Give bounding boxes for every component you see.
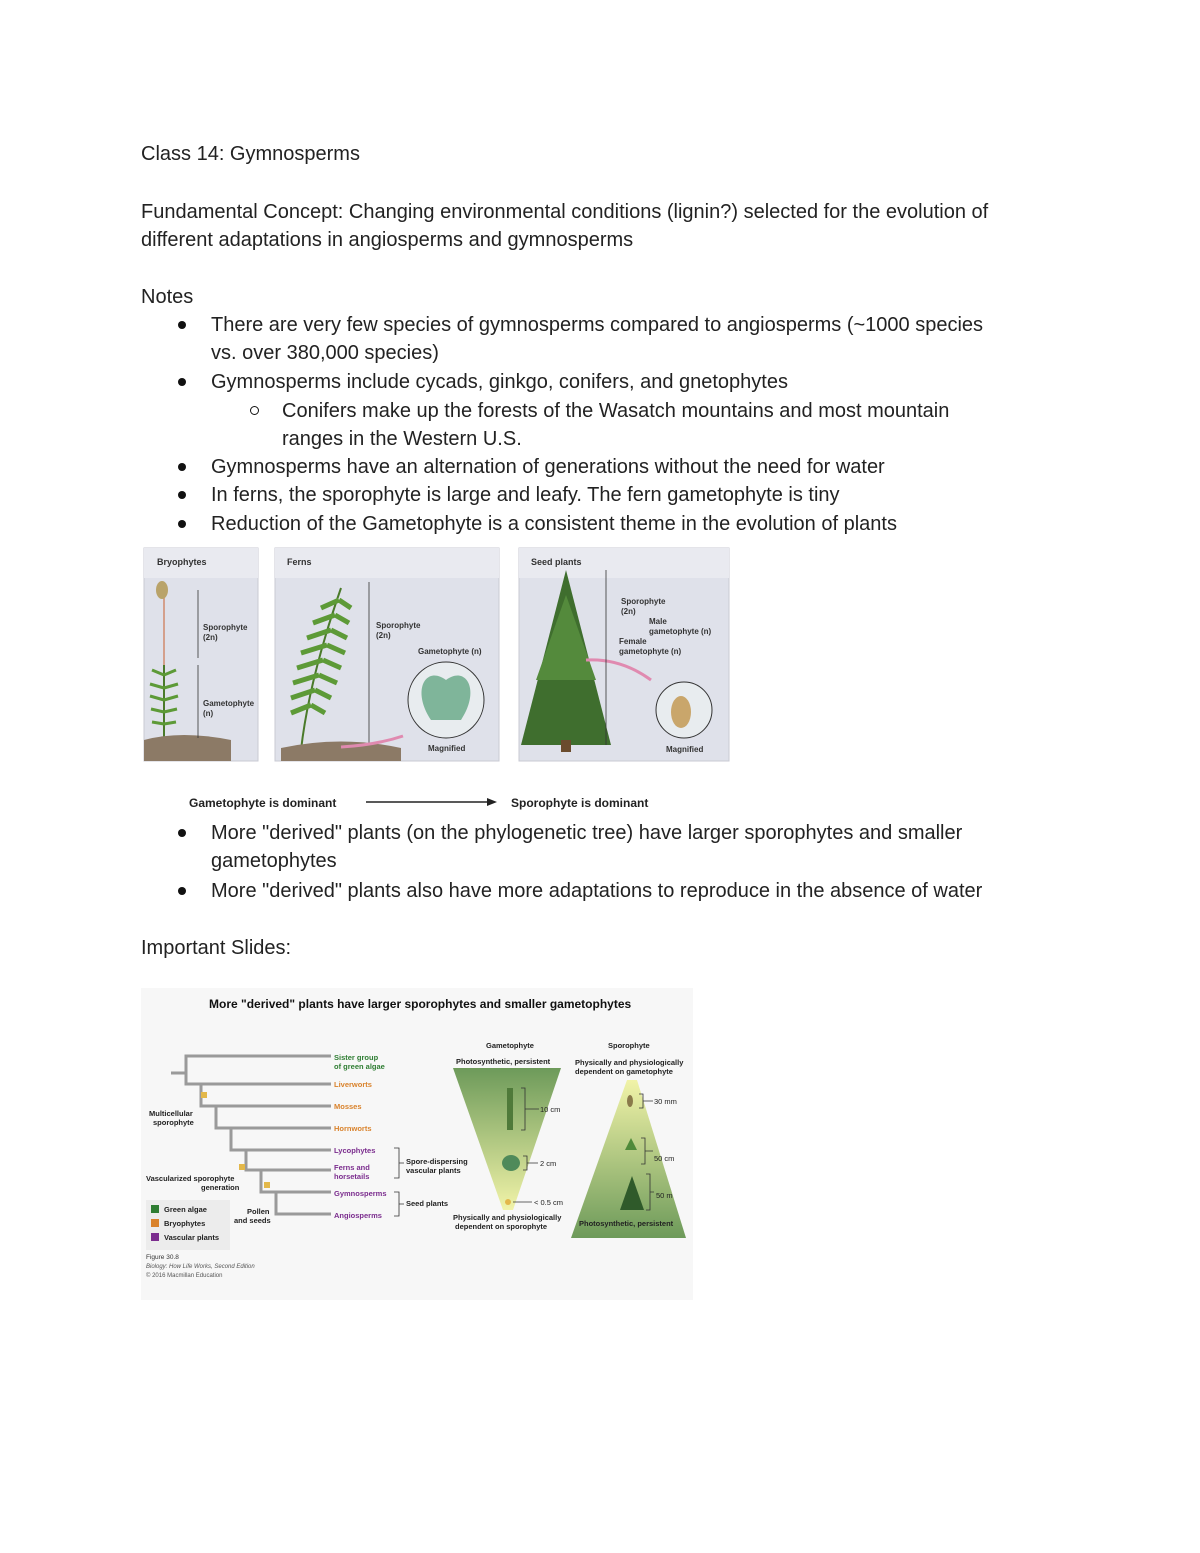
note-3: Gymnosperms have an alternation of generations without the need for water	[211, 456, 885, 478]
legend-vascular-plants: Vascular plants	[164, 1233, 220, 1242]
note-1-line-2: vs. over 380,000 species)	[211, 342, 439, 364]
sporophyte-top-label-2: dependent on gametophyte	[575, 1067, 673, 1076]
gametophyte-bottom-label-2: dependent on sporophyte	[455, 1222, 548, 1231]
gametophyte-bottom-label: Physically and physiologically	[453, 1213, 562, 1222]
seed-magnified-label: Magnified	[666, 745, 704, 754]
seed-gametophyte-magnified-icon	[671, 696, 691, 728]
bry-gametophyte-label: Gametophyte	[203, 699, 255, 708]
figure-number: Figure 30.8	[146, 1254, 179, 1261]
seed-female-label: Female	[619, 637, 647, 646]
ferns-panel	[275, 548, 499, 761]
fundamental-concept-line-2: different adaptations in angiosperms and gymnosperms	[141, 229, 634, 251]
bullet-dot	[178, 491, 186, 499]
fern-magnified-label: Magnified	[428, 744, 466, 753]
seed-sporophyte-ploidy: (2n)	[621, 607, 636, 616]
horsetails-label: horsetails	[334, 1172, 370, 1181]
sporophyte-top-label: Physically and physiologically	[575, 1058, 684, 1067]
multicellular-label-2: sporophyte	[153, 1118, 194, 1127]
panel-title-ferns: Ferns	[287, 557, 312, 567]
fern-sporophyte-label: Sporophyte	[376, 621, 421, 630]
seed-plants-panel	[519, 548, 729, 761]
bry-sporophyte-label: Sporophyte	[203, 623, 248, 632]
sporophyte-bottom-label: Photosynthetic, persistent	[579, 1219, 674, 1228]
figure-copyright: © 2016 Macmillan Education	[146, 1273, 223, 1279]
sporophyte-dominant-caption: Sporophyte is dominant	[511, 796, 649, 810]
note-1-line-1: There are very few species of gymnosperms compared to angiosperms (~1000 species	[211, 314, 984, 336]
spore-dispersing-label: Spore-dispersing	[406, 1157, 468, 1166]
fern-gametophyte-label: Gametophyte (n)	[418, 647, 482, 656]
note-6-line-2: gametophytes	[211, 850, 337, 872]
notes-heading: Notes	[141, 286, 194, 308]
ferns-label: Ferns and	[334, 1163, 370, 1172]
sub-bullet-circle	[250, 406, 259, 415]
multicellular-label: Multicellular	[149, 1109, 193, 1118]
gametophyte-10cm: 10 cm	[540, 1105, 561, 1114]
and-seeds-label: and seeds	[234, 1216, 271, 1225]
angiosperms-label: Angiosperms	[334, 1211, 382, 1220]
fern-gametophyte-icon	[502, 1155, 520, 1171]
gametophyte-column-heading: Gametophyte	[486, 1041, 534, 1050]
bryophytes-panel	[144, 548, 258, 761]
hornworts-label: Hornworts	[334, 1124, 372, 1133]
bry-gametophyte-ploidy: (n)	[203, 709, 214, 718]
mosses-label: Mosses	[334, 1102, 362, 1111]
note-2: Gymnosperms include cycads, ginkgo, conifers, and gnetophytes	[211, 371, 788, 393]
sporophyte-column-heading: Sporophyte	[608, 1041, 650, 1050]
panel-title-bryophytes: Bryophytes	[157, 557, 207, 567]
vascularized-label: Vascularized sporophyte	[146, 1174, 235, 1183]
bullet-dot	[178, 829, 186, 837]
bullet-dot	[178, 887, 186, 895]
important-slides-heading: Important Slides:	[141, 937, 292, 959]
legend-green-algae: Green algae	[164, 1205, 207, 1214]
fern-gametophyte-magnified-icon	[422, 676, 471, 720]
seed-plants-bracket-label: Seed plants	[406, 1199, 449, 1208]
gametophyte-half-cm: < 0.5 cm	[534, 1198, 563, 1207]
seed-male-label: Male	[649, 617, 667, 626]
fundamental-concept-line-1: Fundamental Concept: Changing environmental conditions (lignin?) selected for the evolution of	[141, 201, 989, 223]
sporophyte-50m: 50 m	[656, 1191, 673, 1200]
note-4: In ferns, the sporophyte is large and leafy. The fern gametophyte is tiny	[211, 484, 840, 506]
vascular-plants-label: vascular plants	[406, 1166, 461, 1175]
sister-group-label: Sister group	[334, 1053, 379, 1062]
sub-note-1-line-2: ranges in the Western U.S.	[282, 428, 522, 450]
gametophyte-2cm: 2 cm	[540, 1159, 557, 1168]
bullet-dot	[178, 520, 186, 528]
bullet-dot	[178, 463, 186, 471]
sporophyte-50cm: 50 cm	[654, 1154, 675, 1163]
gametophyte-top-label: Photosynthetic, persistent	[456, 1057, 551, 1066]
bullet-dot	[178, 321, 186, 329]
lycophytes-label: Lycophytes	[334, 1146, 376, 1155]
seed-sporophyte-label: Sporophyte	[621, 597, 666, 606]
note-7: More "derived" plants also have more adaptations to reproduce in the absence of water	[211, 880, 983, 902]
legend-box	[146, 1200, 230, 1250]
sister-group-label-2: of green algae	[334, 1062, 385, 1071]
moss-icon	[507, 1088, 513, 1130]
note-5: Reduction of the Gametophyte is a consistent theme in the evolution of plants	[211, 513, 897, 535]
seed-male-gametophyte: gametophyte (n)	[649, 627, 712, 636]
vascularized-label-2: generation	[201, 1183, 240, 1192]
bullet-dot	[178, 378, 186, 386]
page-title: Class 14: Gymnosperms	[141, 143, 360, 165]
generation-dominance-figure	[141, 540, 733, 818]
figure-source: Biology: How Life Works, Second Edition	[146, 1264, 255, 1270]
seed-female-gametophyte: gametophyte (n)	[619, 647, 682, 656]
pollen-label: Pollen	[247, 1207, 270, 1216]
fern-sporophyte-ploidy: (2n)	[376, 631, 391, 640]
moss-capsule-icon	[627, 1095, 633, 1107]
gametophyte-dominant-caption: Gametophyte is dominant	[189, 796, 337, 810]
sub-note-1-line-1: Conifers make up the forests of the Wasatch mountains and most mountain	[282, 400, 950, 422]
panel-title-seed-plants: Seed plants	[531, 557, 582, 567]
sporophyte-30mm: 30 mm	[654, 1097, 677, 1106]
pollen-grain-icon	[505, 1199, 511, 1205]
derived-plants-slide	[141, 988, 693, 1300]
note-6-line-1: More "derived" plants (on the phylogenetic tree) have larger sporophytes and smaller	[211, 822, 963, 844]
legend-bryophytes: Bryophytes	[164, 1219, 206, 1228]
slide-title: More "derived" plants have larger sporophytes and smaller gametophytes	[209, 997, 632, 1011]
liverworts-label: Liverworts	[334, 1080, 372, 1089]
gymnosperms-label: Gymnosperms	[334, 1189, 387, 1198]
bry-sporophyte-ploidy: (2n)	[203, 633, 218, 642]
